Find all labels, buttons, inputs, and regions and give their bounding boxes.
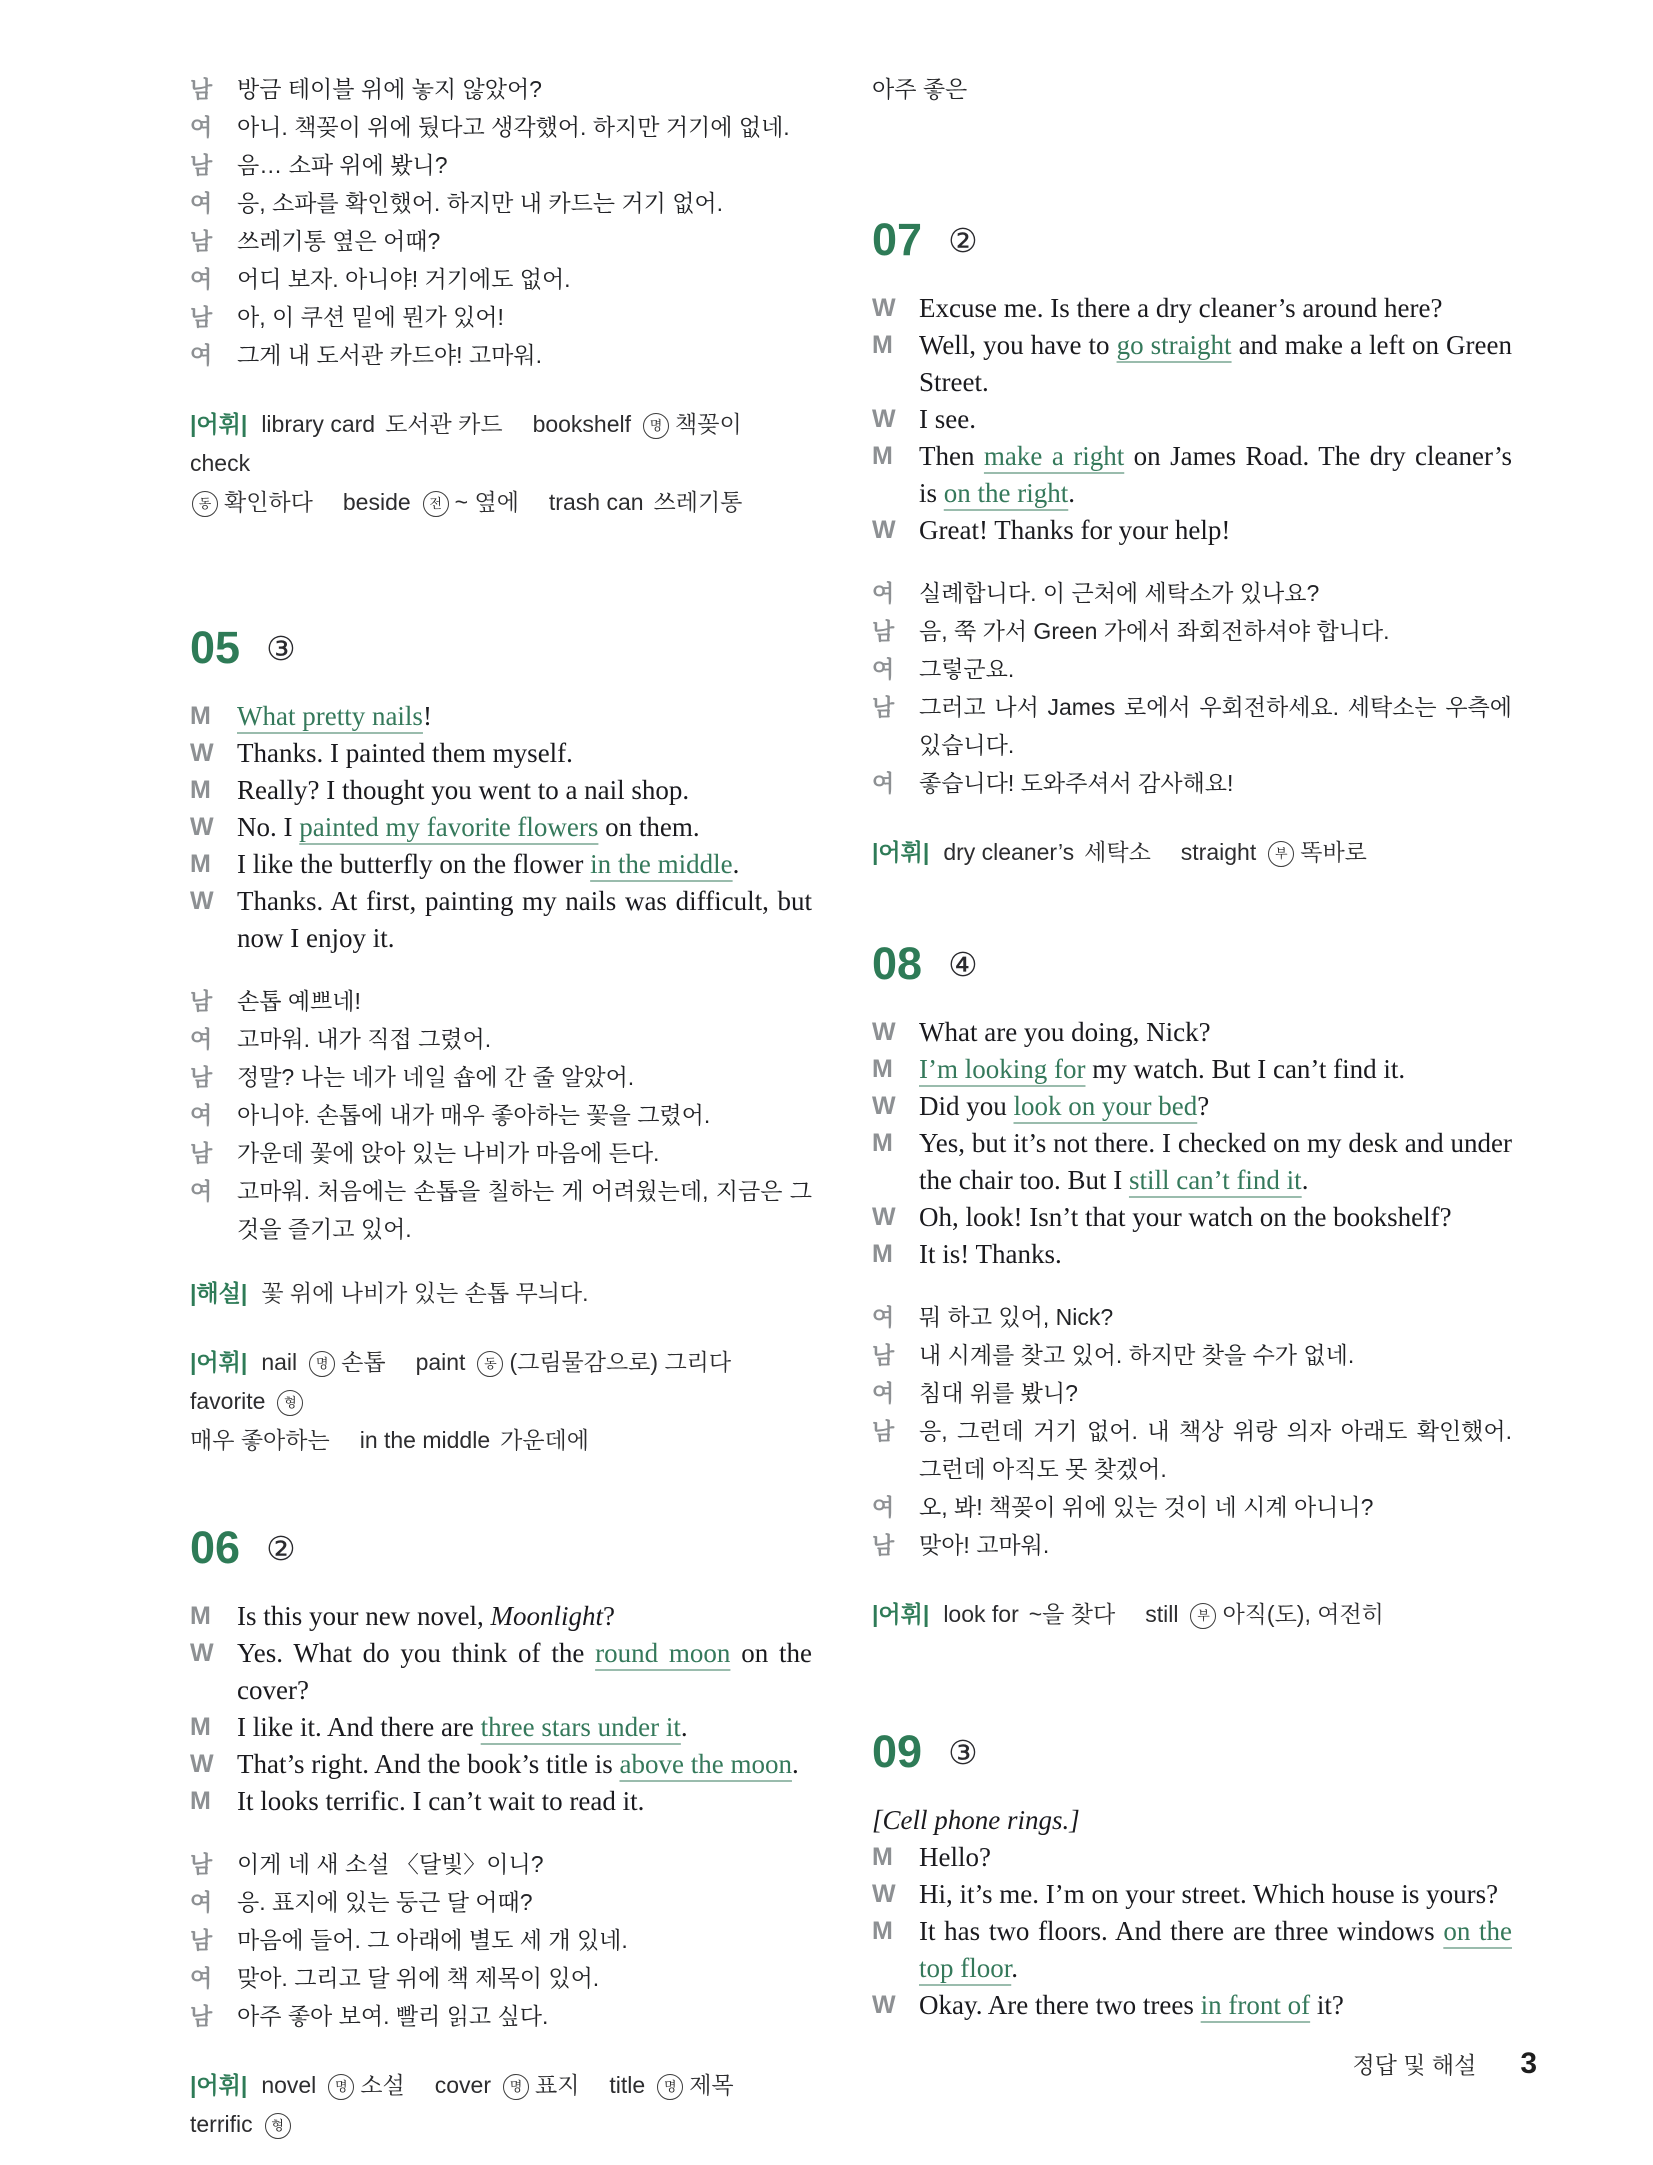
dialogue-line-ko bbox=[872, 1298, 1512, 1336]
speaker-label: W bbox=[872, 1203, 896, 1231]
speaker-label: W bbox=[190, 739, 214, 767]
speaker-label: W bbox=[872, 405, 896, 433]
explanation-text: 꽃 위에 나비가 있는 손톱 무늬다. bbox=[261, 1280, 589, 1306]
dialogue-text: 아, 이 쿠션 밑에 뭔가 있어! bbox=[237, 304, 504, 330]
section-08 bbox=[872, 938, 1512, 1634]
speaker-label: M bbox=[190, 1713, 211, 1741]
dialogue-text: Really? I thought you went to a nail shop. bbox=[237, 775, 690, 805]
vocab-def-ko: 똑바로 bbox=[1300, 839, 1367, 865]
dialogue-text: 음, 쭉 가서 Green 가에서 좌회전하셔야 합니다. bbox=[919, 618, 1390, 644]
left-column bbox=[190, 70, 812, 2144]
speaker-label: 남 bbox=[190, 1851, 213, 1877]
dialogue-block-en bbox=[190, 698, 812, 957]
speaker-label: 여 bbox=[190, 1178, 213, 1204]
speaker-label: 남 bbox=[190, 1927, 213, 1953]
vocab-term-en: terrific bbox=[190, 2111, 253, 2137]
dialogue-text: Well, you have to go straight and make a left on Green Street. bbox=[919, 330, 1512, 397]
dialogue-line-en bbox=[872, 1014, 1512, 1051]
speaker-label: 여 bbox=[190, 1889, 213, 1915]
speaker-label: M bbox=[190, 702, 211, 730]
vocab-term-en: library card bbox=[261, 411, 376, 437]
dialogue-text: Did you look on your bed? bbox=[919, 1091, 1210, 1121]
dialogue-line-ko bbox=[872, 650, 1512, 688]
dialogue-text: 아니. 책꽂이 위에 뒀다고 생각했어. 하지만 거기에 없네. bbox=[237, 114, 790, 140]
speaker-label: W bbox=[872, 1880, 896, 1908]
dialogue-line-en bbox=[190, 883, 812, 957]
speaker-label: 남 bbox=[190, 304, 213, 330]
stage-direction: [Cell phone rings.] bbox=[872, 1805, 1080, 1835]
vocab-def-ko: 책꽂이 bbox=[675, 411, 742, 437]
vocab-def-ko: 가운데에 bbox=[500, 1427, 589, 1453]
dialogue-text: 그렇군요. bbox=[919, 656, 1015, 682]
vocab-term-en: look for bbox=[943, 1601, 1019, 1627]
dialogue-line-en bbox=[872, 512, 1512, 549]
pos-badge: 부 bbox=[1268, 841, 1294, 867]
vocab-line bbox=[190, 1343, 812, 1421]
vocab-line bbox=[190, 2066, 812, 2144]
dialogue-line-en bbox=[872, 1088, 1512, 1125]
speaker-label: W bbox=[872, 1991, 896, 2019]
speaker-label: M bbox=[872, 1843, 893, 1871]
speaker-label: 남 bbox=[872, 1342, 895, 1368]
dialogue-text: I’m looking for my watch. But I can’t find it. bbox=[919, 1054, 1406, 1084]
dialogue-line-ko bbox=[190, 222, 812, 260]
vocab-term-en: bookshelf bbox=[532, 411, 632, 437]
right-column bbox=[872, 70, 1512, 2024]
speaker-label: 여 bbox=[872, 1494, 895, 1520]
dialogue-line-ko bbox=[190, 1134, 812, 1172]
speaker-label: W bbox=[190, 1750, 214, 1778]
vocab-def-ko: (그림물감으로) 그리다 bbox=[509, 1349, 732, 1375]
dialogue-text: 실례합니다. 이 근처에 세탁소가 있나요? bbox=[919, 580, 1320, 606]
vocab-label: |어휘| bbox=[872, 839, 930, 865]
dialogue-text: I like the butterfly on the flower in the middle. bbox=[237, 849, 740, 879]
footer-label: 정답 및 해설 bbox=[1352, 2052, 1477, 2078]
dialogue-text: 응. 표지에 있는 둥근 달 어때? bbox=[237, 1889, 533, 1915]
dialogue-line-en bbox=[872, 290, 1512, 327]
dialogue-line-ko bbox=[190, 1959, 812, 1997]
dialogue-line-en bbox=[872, 1987, 1512, 2024]
vocab-block bbox=[872, 833, 1512, 872]
vocab-def-ko: 표지 bbox=[534, 2072, 580, 2098]
dialogue-text: Okay. Are there two trees in front of it? bbox=[919, 1990, 1344, 2020]
dialogue-block-ko bbox=[190, 1845, 812, 2035]
explanation-block bbox=[190, 1274, 812, 1312]
dialogue-line-ko bbox=[872, 574, 1512, 612]
speaker-label: 남 bbox=[190, 76, 213, 102]
dialogue-line-ko bbox=[872, 1336, 1512, 1374]
pos-badge: 명 bbox=[309, 1351, 335, 1377]
dialogue-line-en bbox=[872, 1125, 1512, 1199]
dialogue-line-ko bbox=[190, 1058, 812, 1096]
dialogue-block-en bbox=[872, 1839, 1512, 2024]
pos-badge: 전 bbox=[423, 491, 449, 517]
vocab-def-ko: 확인하다 bbox=[224, 489, 313, 515]
answer-badge: ② bbox=[266, 1528, 296, 1568]
speaker-label: 남 bbox=[872, 694, 895, 720]
section-06 bbox=[190, 1522, 812, 2144]
speaker-label: 여 bbox=[190, 342, 213, 368]
vocab-term-en: novel bbox=[261, 2072, 317, 2098]
vocab-block bbox=[872, 1595, 1512, 1634]
vocab-def-ko: 쓰레기통 bbox=[653, 489, 743, 515]
answer-badge: ② bbox=[948, 220, 978, 260]
vocab-def-ko: ~을 찾다 bbox=[1028, 1601, 1116, 1627]
section-09 bbox=[872, 1726, 1512, 2024]
question-number: 05 bbox=[190, 622, 241, 673]
dialogue-block-ko bbox=[872, 574, 1512, 802]
speaker-label: 여 bbox=[872, 580, 895, 606]
pos-badge: 동 bbox=[192, 491, 218, 517]
dialogue-line-en bbox=[190, 846, 812, 883]
pos-badge: 명 bbox=[328, 2074, 354, 2100]
dialogue-text: Is this your new novel, Moonlight? bbox=[237, 1601, 615, 1631]
dialogue-block-en bbox=[190, 1598, 812, 1820]
speaker-label: 여 bbox=[190, 266, 213, 292]
dialogue-line-en bbox=[872, 1199, 1512, 1236]
vocab-term-en: dry cleaner’s bbox=[943, 839, 1075, 865]
dialogue-text: Then make a right on James Road. The dry cleaner’s is on the right. bbox=[919, 441, 1512, 508]
speaker-label: M bbox=[190, 776, 211, 804]
pos-badge: 명 bbox=[657, 2074, 683, 2100]
dialogue-text: That’s right. And the book’s title is above the moon. bbox=[237, 1749, 799, 1779]
vocab-def-ko: 매우 좋아하는 bbox=[190, 1427, 330, 1453]
dialogue-line-en bbox=[872, 1839, 1512, 1876]
vocab-line bbox=[872, 833, 1512, 872]
vocab-block bbox=[190, 1343, 812, 1460]
dialogue-text: Yes. What do you think of the round moon on the cover? bbox=[237, 1638, 812, 1705]
vocab-term-en: cover bbox=[434, 2072, 491, 2098]
vocab-label: |어휘| bbox=[872, 1601, 930, 1627]
vocab-term-en: favorite bbox=[190, 1388, 266, 1414]
vocab-def-ko: 손톱 bbox=[341, 1349, 386, 1375]
dialogue-line-ko bbox=[190, 1020, 812, 1058]
dialogue-text: It is! Thanks. bbox=[919, 1239, 1062, 1269]
dialogue-block-ko bbox=[872, 1298, 1512, 1564]
answer-badge: ④ bbox=[948, 944, 978, 984]
vocab-term-en: nail bbox=[261, 1349, 298, 1375]
dialogue-line-en bbox=[872, 401, 1512, 438]
speaker-label: 여 bbox=[872, 1304, 895, 1330]
dialogue-text: 아니야. 손톱에 내가 매우 좋아하는 꽃을 그렸어. bbox=[237, 1102, 711, 1128]
dialogue-line-ko bbox=[872, 688, 1512, 764]
dialogue-line-en bbox=[190, 809, 812, 846]
dialogue-text: It looks terrific. I can’t wait to read it. bbox=[237, 1786, 645, 1816]
section-07 bbox=[872, 214, 1512, 872]
dialogue-text: Excuse me. Is there a dry cleaner’s around here? bbox=[919, 293, 1443, 323]
dialogue-line-ko bbox=[190, 298, 812, 336]
speaker-label: M bbox=[872, 1055, 893, 1083]
explanation-label: |해설| bbox=[190, 1280, 248, 1306]
dialogue-line-en bbox=[872, 327, 1512, 401]
section-heading bbox=[190, 622, 812, 674]
speaker-label: 남 bbox=[872, 1532, 895, 1558]
dialogue-line-ko bbox=[190, 260, 812, 298]
speaker-label: 여 bbox=[190, 1026, 213, 1052]
answer-badge: ③ bbox=[266, 628, 296, 668]
speaker-label: 남 bbox=[190, 228, 213, 254]
dialogue-line-ko bbox=[190, 1096, 812, 1134]
speaker-label: W bbox=[872, 294, 896, 322]
dialogue-line-ko bbox=[190, 336, 812, 374]
dialogue-line-en bbox=[190, 772, 812, 809]
dialogue-line-en bbox=[190, 1783, 812, 1820]
speaker-label: W bbox=[190, 813, 214, 841]
dialogue-text: Thanks. I painted them myself. bbox=[237, 738, 573, 768]
speaker-label: W bbox=[190, 887, 214, 915]
dialogue-line-en bbox=[190, 735, 812, 772]
vocab-def-ko: 제목 bbox=[689, 2072, 734, 2098]
dialogue-text: 응, 소파를 확인했어. 하지만 내 카드는 거기 없어. bbox=[237, 190, 724, 216]
speaker-label: M bbox=[872, 442, 893, 470]
dialogue-line-ko bbox=[190, 1172, 812, 1248]
vocab-continuation: 아주 좋은 bbox=[872, 76, 968, 102]
speaker-label: 남 bbox=[190, 2003, 213, 2029]
vocab-def-ko: 아직(도), 여전히 bbox=[1222, 1601, 1384, 1627]
pos-badge: 형 bbox=[265, 2113, 291, 2139]
dialogue-text: It has two floors. And there are three windows on the top floor. bbox=[919, 1916, 1512, 1983]
speaker-label: 여 bbox=[190, 190, 213, 216]
vocab-label: |어휘| bbox=[190, 411, 248, 437]
dialogue-text: 좋습니다! 도와주셔서 감사해요! bbox=[919, 770, 1234, 796]
speaker-label: 여 bbox=[190, 1965, 213, 1991]
pos-badge: 명 bbox=[503, 2074, 529, 2100]
dialogue-line-ko bbox=[872, 612, 1512, 650]
question-number: 06 bbox=[190, 1522, 241, 1573]
dialogue-line-ko bbox=[190, 1921, 812, 1959]
dialogue-line-ko bbox=[190, 70, 812, 108]
section-heading bbox=[190, 1522, 812, 1574]
question-number: 07 bbox=[872, 214, 923, 265]
speaker-label: M bbox=[872, 1240, 893, 1268]
dialogue-text: 어디 보자. 아니야! 거기에도 없어. bbox=[237, 266, 571, 292]
dialogue-line-ko bbox=[190, 1845, 812, 1883]
speaker-label: W bbox=[872, 1018, 896, 1046]
dialogue-line-en bbox=[872, 1236, 1512, 1273]
dialogue-line-en bbox=[190, 1635, 812, 1709]
dialogue-text: Oh, look! Isn’t that your watch on the bookshelf? bbox=[919, 1202, 1452, 1232]
dialogue-line-en bbox=[872, 1876, 1512, 1913]
dialogue-line-ko bbox=[190, 1997, 812, 2035]
vocab-line bbox=[190, 405, 812, 483]
dialogue-block-ko bbox=[190, 982, 812, 1248]
vocab-line bbox=[872, 1595, 1512, 1634]
dialogue-text: 맞아! 고마워. bbox=[919, 1532, 1050, 1558]
dialogue-text: Yes, but it’s not there. I checked on my desk and under the chair too. But I still can’t find it. bbox=[919, 1128, 1512, 1195]
page-footer bbox=[1352, 2047, 1537, 2081]
speaker-label: 여 bbox=[872, 1380, 895, 1406]
dialogue-text: No. I painted my favorite flowers on them. bbox=[237, 812, 700, 842]
dialogue-text: 응, 그런데 거기 없어. 내 책상 위랑 의자 아래도 확인했어. 그런데 아직도 못 찾겠어. bbox=[919, 1418, 1512, 1482]
speaker-label: M bbox=[872, 1917, 893, 1945]
vocab-block bbox=[190, 2066, 812, 2144]
speaker-label: M bbox=[872, 331, 893, 359]
dialogue-block-en bbox=[872, 290, 1512, 549]
dialogue-text: 그러고 나서 James 로에서 우회전하세요. 세탁소는 우측에 있습니다. bbox=[919, 694, 1512, 758]
vocab-def-ko: 세탁소 bbox=[1084, 839, 1151, 865]
dialogue-line-ko bbox=[872, 1488, 1512, 1526]
pos-badge: 명 bbox=[643, 413, 669, 439]
vocab-line bbox=[190, 1421, 812, 1460]
vocab-term-en: still bbox=[1145, 1601, 1179, 1627]
dialogue-line-en bbox=[190, 1709, 812, 1746]
speaker-label: M bbox=[872, 1129, 893, 1157]
dialogue-text: Great! Thanks for your help! bbox=[919, 515, 1231, 545]
dialogue-text: 그게 내 도서관 카드야! 고마워. bbox=[237, 342, 542, 368]
dialogue-text: What are you doing, Nick? bbox=[919, 1017, 1211, 1047]
speaker-label: M bbox=[190, 850, 211, 878]
dialogue-text: What pretty nails! bbox=[237, 701, 432, 731]
dialogue-text: 침대 위를 봤니? bbox=[919, 1380, 1078, 1406]
dialogue-line-ko bbox=[190, 184, 812, 222]
pos-badge: 동 bbox=[477, 1351, 503, 1377]
dialogue-text: 손톱 예쁘네! bbox=[237, 988, 361, 1014]
speaker-label: 남 bbox=[872, 618, 895, 644]
dialogue-line-ko bbox=[872, 1412, 1512, 1488]
speaker-label: 남 bbox=[190, 988, 213, 1014]
vocab-term-en: straight bbox=[1180, 839, 1257, 865]
dialogue-text: 고마워. 처음에는 손톱을 칠하는 게 어려웠는데, 지금은 그것을 즐기고 있어. bbox=[237, 1178, 812, 1242]
vocab-label: |어휘| bbox=[190, 2072, 248, 2098]
dialogue-text: I see. bbox=[919, 404, 976, 434]
dialogue-text: 이게 네 새 소설 〈달빛〉이니? bbox=[237, 1851, 544, 1877]
dialogue-text: Thanks. At first, painting my nails was difficult, but now I enjoy it. bbox=[237, 886, 812, 953]
dialogue-text: 쓰레기통 옆은 어때? bbox=[237, 228, 441, 254]
question-number: 08 bbox=[872, 938, 923, 989]
dialogue-line-en bbox=[190, 1746, 812, 1783]
speaker-label: 여 bbox=[872, 770, 895, 796]
dialogue-text: 마음에 들어. 그 아래에 별도 세 개 있네. bbox=[237, 1927, 628, 1953]
vocab-def-ko: 소설 bbox=[360, 2072, 405, 2098]
dialogue-text: 오, 봐! 책꽂이 위에 있는 것이 네 시계 아니니? bbox=[919, 1494, 1374, 1520]
vocab-term-en: title bbox=[609, 2072, 646, 2098]
speaker-label: 여 bbox=[190, 114, 213, 140]
section-heading bbox=[872, 938, 1512, 990]
speaker-label: W bbox=[872, 1092, 896, 1120]
dialogue-line-ko bbox=[872, 1374, 1512, 1412]
speaker-label: M bbox=[190, 1602, 211, 1630]
vocab-term-en: in the middle bbox=[359, 1427, 491, 1453]
dialogue-line-en bbox=[872, 1913, 1512, 1987]
dialogue-line-en bbox=[190, 1598, 812, 1635]
vocab-line bbox=[190, 483, 812, 522]
dialogue-line-ko bbox=[872, 764, 1512, 802]
vocab-label: |어휘| bbox=[190, 1349, 248, 1375]
dialogue-block-en bbox=[872, 1014, 1512, 1273]
pos-badge: 형 bbox=[277, 1390, 303, 1416]
vocab-def-ko: 도서관 카드 bbox=[385, 411, 503, 437]
dialogue-text: Hi, it’s me. I’m on your street. Which house is yours? bbox=[919, 1879, 1499, 1909]
dialogue-line-ko bbox=[872, 1526, 1512, 1564]
speaker-label: W bbox=[190, 1639, 214, 1667]
speaker-label: 남 bbox=[190, 1064, 213, 1090]
dialogue-text: 아주 좋아 보여. 빨리 읽고 싶다. bbox=[237, 2003, 549, 2029]
dialogue-text: 뭐 하고 있어, Nick? bbox=[919, 1304, 1114, 1330]
answer-badge: ③ bbox=[948, 1732, 978, 1772]
dialogue-text: 정말? 나는 네가 네일 숍에 간 줄 알았어. bbox=[237, 1064, 635, 1090]
dialogue-line-en bbox=[872, 1051, 1512, 1088]
dialogue-line-ko bbox=[190, 982, 812, 1020]
speaker-label: M bbox=[190, 1787, 211, 1815]
dialogue-text: 방금 테이블 위에 놓지 않았어? bbox=[237, 76, 542, 102]
speaker-label: 남 bbox=[872, 1418, 895, 1444]
dialogue-line-en bbox=[872, 438, 1512, 512]
dialogue-text: 내 시계를 찾고 있어. 하지만 찾을 수가 없네. bbox=[919, 1342, 1355, 1368]
dialogue-text: Hello? bbox=[919, 1842, 991, 1872]
vocab-term-en: trash can bbox=[548, 489, 644, 515]
speaker-label: W bbox=[872, 516, 896, 544]
dialogue-line-ko bbox=[190, 146, 812, 184]
speaker-label: 여 bbox=[190, 1102, 213, 1128]
dialogue-text: 고마워. 내가 직접 그렸어. bbox=[237, 1026, 492, 1052]
question-number: 09 bbox=[872, 1726, 923, 1777]
dialogue-text: I like it. And there are three stars under it. bbox=[237, 1712, 688, 1742]
pos-badge: 부 bbox=[1190, 1603, 1216, 1629]
section-heading bbox=[872, 214, 1512, 266]
dialogue-line-ko bbox=[190, 108, 812, 146]
dialogue-line-ko bbox=[190, 1883, 812, 1921]
dialogue-text: 음… 소파 위에 봤니? bbox=[237, 152, 448, 178]
vocab-term-en: check bbox=[190, 450, 251, 476]
vocab-term-en: beside bbox=[342, 489, 411, 515]
section-05 bbox=[190, 622, 812, 1460]
speaker-label: 남 bbox=[190, 1140, 213, 1166]
dialogue-block-ko bbox=[190, 70, 812, 374]
speaker-label: 남 bbox=[190, 152, 213, 178]
speaker-label: 여 bbox=[872, 656, 895, 682]
vocab-def-ko: ~ 옆에 bbox=[454, 489, 519, 515]
dialogue-text: 맞아. 그리고 달 위에 책 제목이 있어. bbox=[237, 1965, 600, 1991]
page-number: 3 bbox=[1520, 2047, 1537, 2080]
vocab-term-en: paint bbox=[415, 1349, 466, 1375]
dialogue-line-en bbox=[190, 698, 812, 735]
dialogue-text: 가운데 꽃에 앉아 있는 나비가 마음에 든다. bbox=[237, 1140, 660, 1166]
section-heading bbox=[872, 1726, 1512, 1778]
vocab-block bbox=[190, 405, 812, 522]
